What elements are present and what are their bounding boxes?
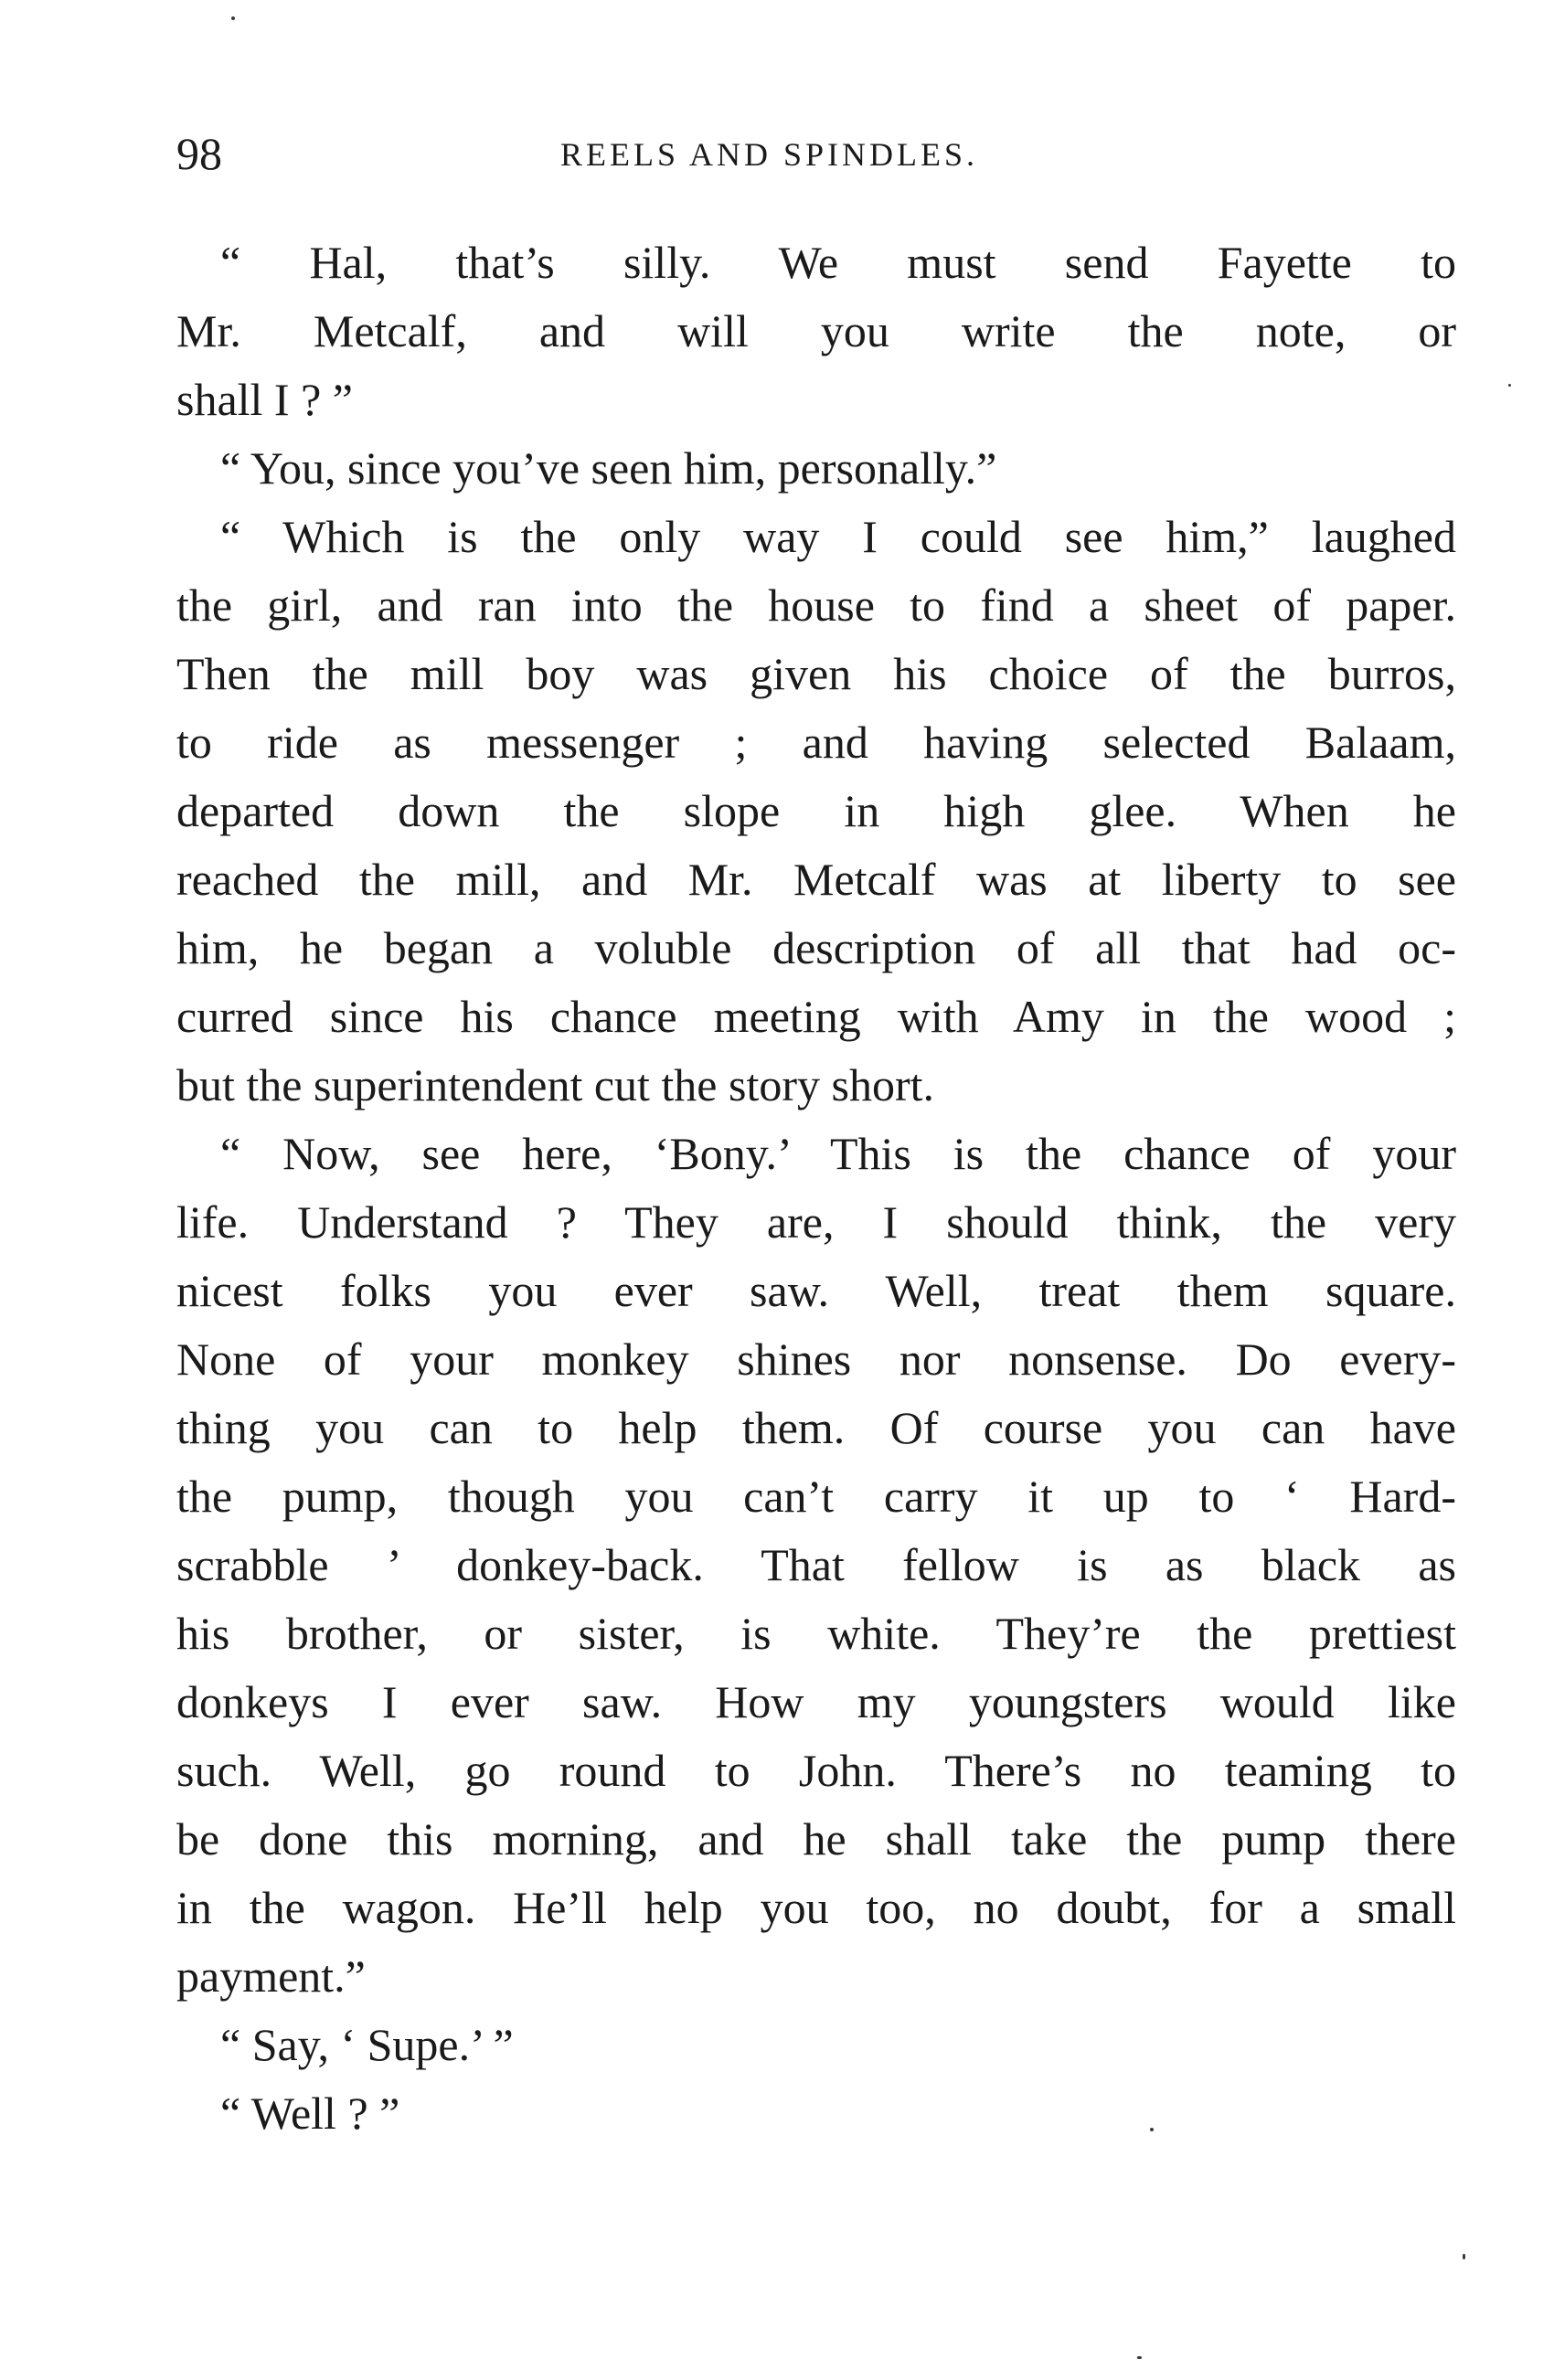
scan-speck (1463, 2254, 1465, 2259)
text-line: “ Now, see here, ‘Bony.’ This is the chance of your (220, 1128, 1456, 1179)
text-line: “ Which is the only way I could see him,” laughed (220, 511, 1456, 562)
text-line: reached the mill, and Mr. Metcalf was at liberty to see (176, 854, 1456, 905)
page-number: 98 (176, 128, 222, 179)
text-line: such. Well, go round to John. There’s no teaming to (176, 1745, 1456, 1796)
text-line: Then the mill boy was given his choice of the burros, (176, 648, 1456, 699)
text-line: “ Hal, that’s silly. We must send Fayette to (220, 237, 1456, 288)
scan-speck (231, 16, 235, 20)
text-line: shall I ? ” (176, 374, 353, 425)
text-line: but the superintendent cut the story short. (176, 1059, 935, 1110)
text-line: nicest folks you ever saw. Well, treat them square. (176, 1265, 1456, 1316)
text-line: in the wagon. He’ll help you too, no doubt, for a small (176, 1882, 1456, 1933)
text-line: None of your monkey shines nor nonsense. Do every- (176, 1333, 1456, 1385)
text-line: be done this morning, and he shall take the pump there (176, 1813, 1456, 1865)
scan-speck (1137, 2356, 1142, 2359)
text-line: payment.” (176, 1950, 366, 2002)
text-line: the girl, and ran into the house to find a sheet of paper. (176, 579, 1456, 631)
text-line: to ride as messenger ; and having selected Balaam, (176, 717, 1456, 768)
text-line: the pump, though you can’t carry it up to ‘ Hard- (176, 1471, 1456, 1522)
text-line: “ You, since you’ve seen him, personally.” (220, 442, 997, 494)
running-head: REELS AND SPINDLES. (560, 136, 979, 173)
text-line: departed down the slope in high glee. When he (176, 785, 1456, 836)
text-line: scrabble ’ donkey-back. That fellow is as black as (176, 1539, 1456, 1590)
page-header (176, 126, 1456, 181)
text-line: “ Well ? ” (220, 2088, 400, 2139)
text-line: life. Understand ? They are, I should think, the very (176, 1196, 1456, 1248)
text-line: his brother, or sister, is white. They’re the prettiest (176, 1608, 1456, 1659)
scan-speck (1508, 384, 1511, 387)
scan-speck (1150, 2128, 1154, 2131)
text-line: curred since his chance meeting with Amy in the wood ; (176, 991, 1456, 1042)
text-line: thing you can to help them. Of course you can have (176, 1402, 1456, 1453)
text-line: “ Say, ‘ Supe.’ ” (220, 2019, 514, 2070)
text-line: him, he began a voluble description of all that had oc- (176, 922, 1456, 973)
text-line: donkeys I ever saw. How my youngsters would like (176, 1676, 1456, 1727)
text-line: Mr. Metcalf, and will you write the note, or (176, 305, 1456, 356)
body-text (176, 228, 1456, 2148)
